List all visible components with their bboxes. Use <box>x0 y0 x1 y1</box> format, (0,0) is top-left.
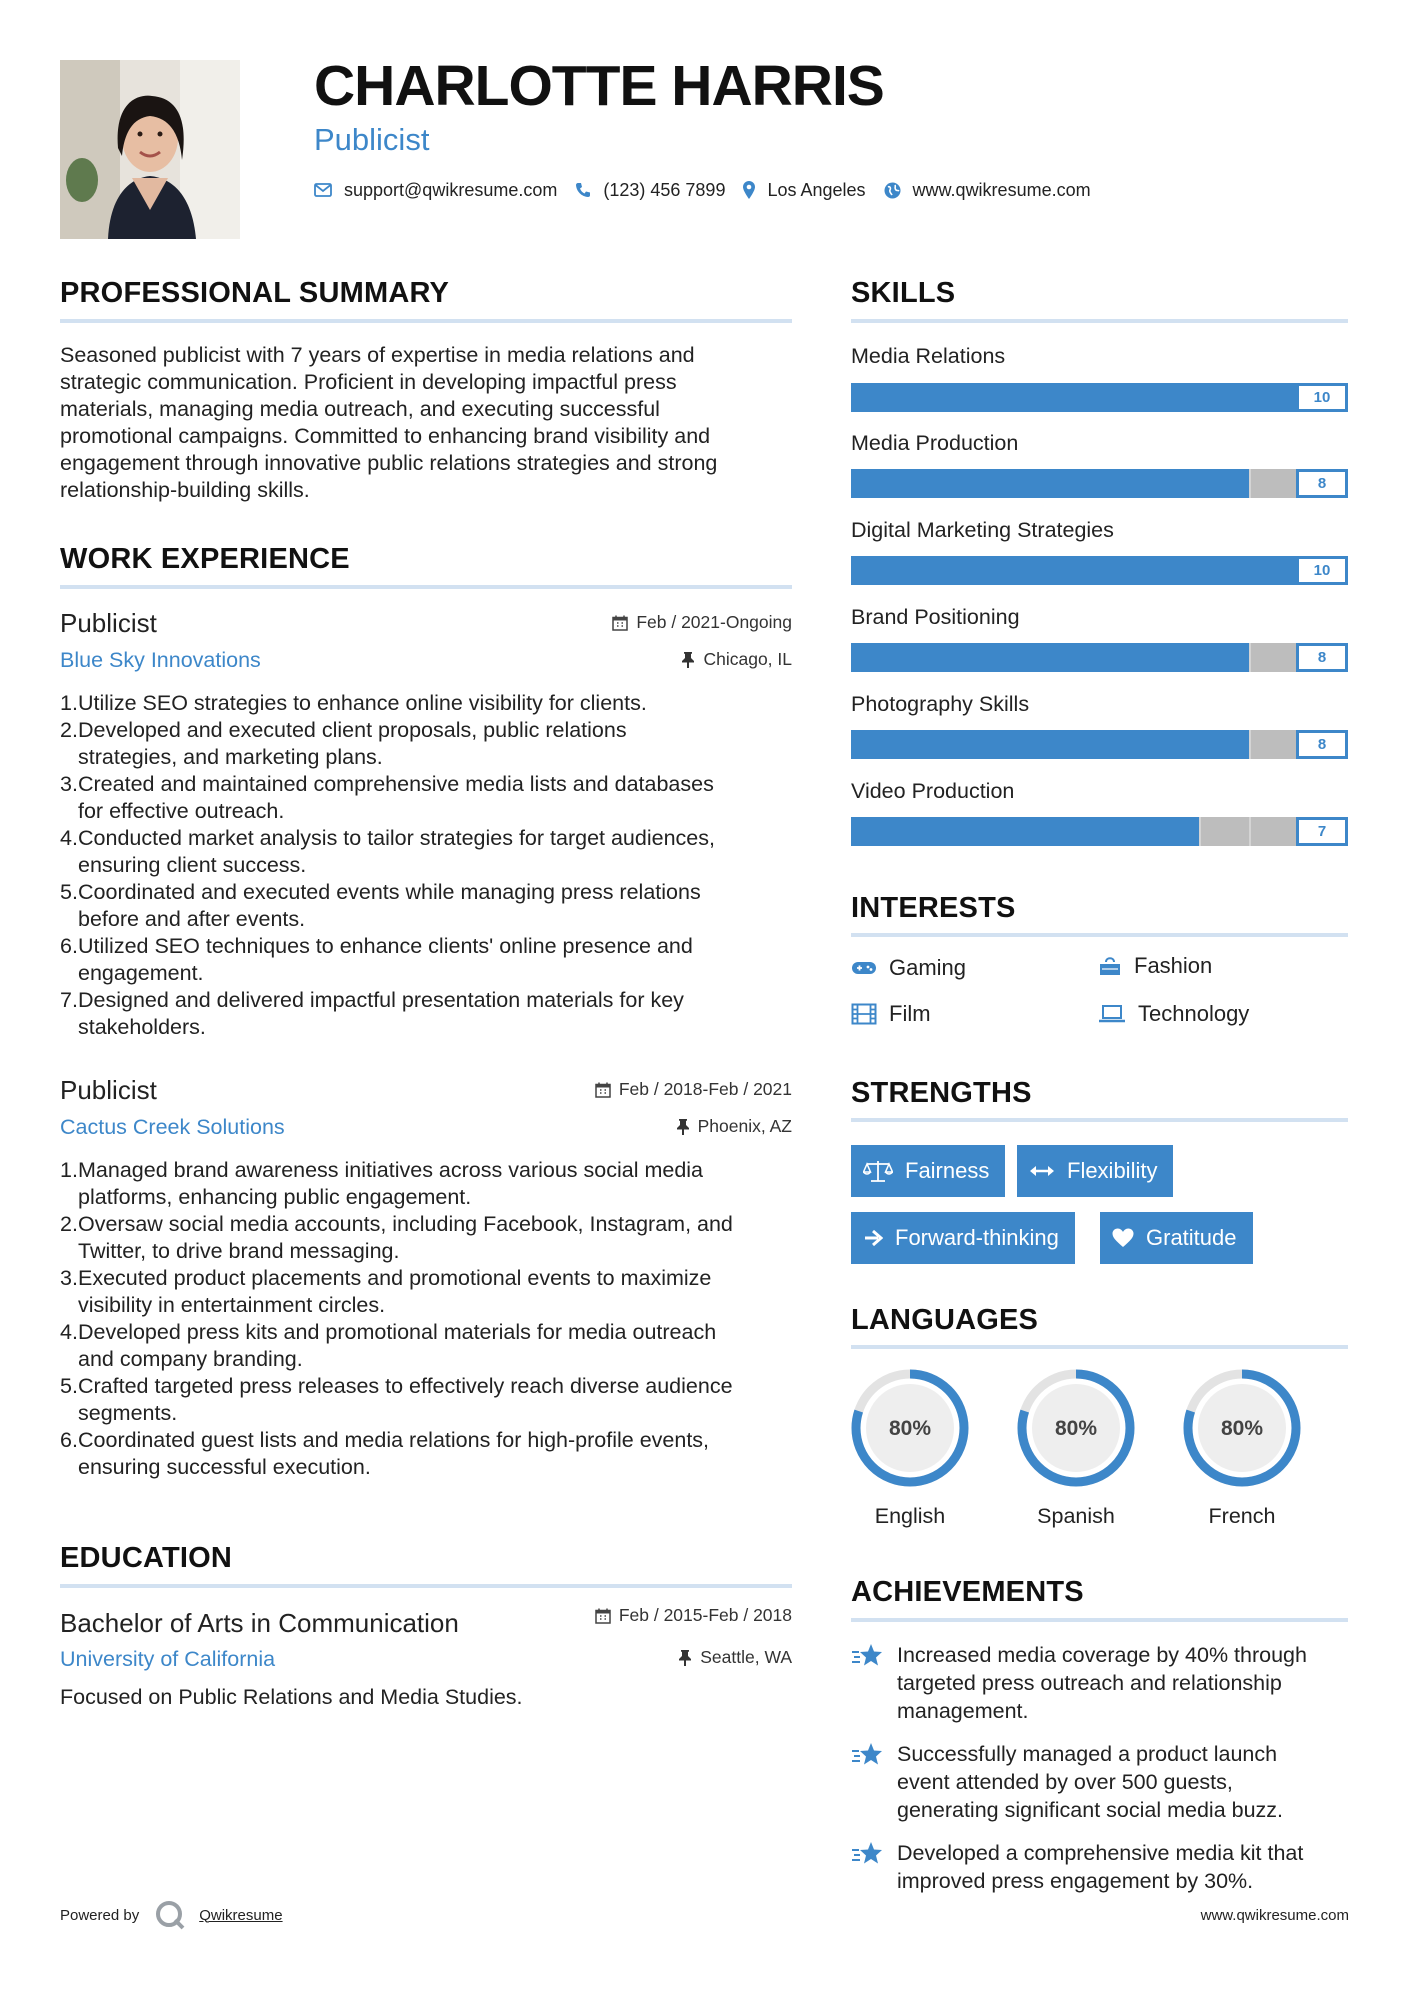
interest-film <box>851 1003 931 1025</box>
skill-label: Media Production <box>851 431 1019 455</box>
duty-line: ensuring client success. <box>78 853 307 877</box>
duty-number: 6. <box>60 934 78 958</box>
achievement-line: improved press engagement by 30%. <box>897 1869 1254 1893</box>
star-trophy-icon <box>851 1839 885 1869</box>
job-dates-row <box>60 614 792 638</box>
job-location-row <box>60 1115 792 1142</box>
contact-website[interactable] <box>884 180 1091 201</box>
duty-number: 4. <box>60 826 78 850</box>
strength-label: Flexibility <box>1067 1158 1158 1183</box>
experience-rule <box>60 585 792 589</box>
shopping-bag-icon <box>1098 954 1122 978</box>
duty-item <box>60 933 800 987</box>
skill-bar-divider <box>1249 643 1251 672</box>
job-duties-list <box>60 1157 805 1481</box>
achievement-item <box>851 1740 1351 1824</box>
gamepad-icon <box>851 960 877 976</box>
skill-value: 8 <box>1296 730 1348 759</box>
skills-heading: SKILLS <box>851 277 956 309</box>
duty-line: Utilize SEO strategies to enhance online visibility for clients. <box>78 691 647 715</box>
duty-line: Oversaw social media accounts, including Facebook, Instagram, and <box>78 1212 733 1236</box>
map-marker-icon <box>743 181 755 199</box>
duty-number: 1. <box>60 691 78 715</box>
skill-bar <box>851 556 1348 585</box>
duty-line: Created and maintained comprehensive media lists and databases <box>78 772 714 796</box>
profile-photo <box>60 60 240 239</box>
interests-rule <box>851 933 1348 937</box>
contact-phone[interactable] <box>575 180 725 201</box>
interest-fashion <box>1098 954 1212 978</box>
skill-value: 10 <box>1296 383 1348 412</box>
duty-number: 3. <box>60 772 78 796</box>
duty-item <box>60 690 800 717</box>
skill-label: Video Production <box>851 779 1015 803</box>
skill-bar-divider <box>1249 469 1251 498</box>
skill-bar-fill <box>851 383 1348 412</box>
skill-bar <box>851 817 1348 846</box>
footer-url[interactable]: www.qwikresume.com <box>1200 1907 1349 1924</box>
duty-item <box>60 1427 805 1481</box>
duty-item <box>60 987 800 1041</box>
language-item <box>1014 1366 1138 1529</box>
skill-value: 8 <box>1296 469 1348 498</box>
duty-line: stakeholders. <box>78 1015 206 1039</box>
achievement-line: generating significant social media buzz. <box>897 1798 1284 1822</box>
duty-number: 2. <box>60 1212 78 1236</box>
duty-number: 6. <box>60 1428 78 1452</box>
achievement-line: event attended by over 500 guests, <box>897 1770 1233 1794</box>
strengths-rule <box>851 1118 1348 1122</box>
duty-item <box>60 1157 805 1211</box>
pushpin-icon <box>678 1649 692 1666</box>
location-text: Los Angeles <box>767 179 866 200</box>
summary-heading: PROFESSIONAL SUMMARY <box>60 277 450 309</box>
skill-bar-fill <box>851 730 1249 759</box>
achievement-line: management. <box>897 1699 1029 1723</box>
skill-bar-fill <box>851 643 1249 672</box>
job-dates-text: Feb / 2018-Feb / 2021 <box>618 1079 792 1099</box>
strengths-heading: STRENGTHS <box>851 1077 1032 1109</box>
skill-bar <box>851 643 1348 672</box>
achievement-text <box>897 1641 1307 1725</box>
interest-label: Film <box>889 1001 931 1026</box>
duty-line: for effective outreach. <box>78 799 285 823</box>
duty-line: Utilized SEO techniques to enhance clients' online presence and <box>78 934 693 958</box>
summary-line: relationship-building skills. <box>60 478 310 502</box>
job-location-text: Phoenix, AZ <box>697 1116 792 1136</box>
language-percent: 80% <box>888 1417 932 1440</box>
laptop-icon <box>1098 1004 1126 1024</box>
duty-line: segments. <box>78 1401 178 1425</box>
skill-bar-fill <box>851 817 1199 846</box>
education-dates <box>595 1607 792 1625</box>
skill-label: Brand Positioning <box>851 605 1020 629</box>
skill-value: 10 <box>1296 556 1348 585</box>
interest-label: Fashion <box>1134 953 1213 978</box>
star-trophy-icon <box>851 1641 885 1671</box>
education-location-row <box>60 1649 792 1673</box>
duty-item <box>60 1265 805 1319</box>
envelope-icon <box>314 183 332 197</box>
languages-rule <box>851 1345 1348 1349</box>
interest-gaming <box>851 957 966 979</box>
skill-bar-fill <box>851 469 1249 498</box>
duty-line: Designed and delivered impactful presentation materials for key <box>78 988 684 1012</box>
duty-item <box>60 879 800 933</box>
job-company: Cactus Creek Solutions <box>60 1115 285 1139</box>
summary-rule <box>60 319 792 323</box>
duty-item <box>60 771 800 825</box>
duty-line: Coordinated guest lists and media relations for high-profile events, <box>78 1428 710 1452</box>
achievement-text <box>897 1740 1283 1824</box>
duty-line: Coordinated and executed events while managing press relations <box>78 880 701 904</box>
achievement-line: Developed a comprehensive media kit that <box>897 1841 1304 1865</box>
job-dates-row <box>60 1081 792 1105</box>
interest-label: Gaming <box>889 955 967 980</box>
skill-label: Media Relations <box>851 344 1006 368</box>
achievement-text <box>897 1839 1303 1895</box>
achievements-heading: ACHIEVEMENTS <box>851 1576 1084 1608</box>
arrow-right-icon <box>863 1229 883 1247</box>
qwikresume-logo-icon <box>153 1898 187 1932</box>
duty-number: 1. <box>60 1158 78 1182</box>
education-description: Focused on Public Relations and Media Studies. <box>60 1685 523 1709</box>
duty-line: Managed brand awareness initiatives across various social media <box>78 1158 704 1182</box>
calendar-icon <box>612 615 628 631</box>
skill-label: Digital Marketing Strategies <box>851 518 1114 542</box>
duty-line: Executed product placements and promotional events to maximize <box>78 1266 712 1290</box>
contact-location <box>743 180 865 201</box>
skill-bar-divider <box>1199 817 1201 846</box>
skill-value: 7 <box>1296 817 1348 846</box>
strength-forward-thinking <box>851 1212 1075 1264</box>
duty-item <box>60 1211 805 1265</box>
education-location <box>678 1649 792 1667</box>
job-location-text: Chicago, IL <box>703 649 792 669</box>
interest-technology <box>1098 1003 1249 1025</box>
achievement-line: targeted press outreach and relationship <box>897 1671 1282 1695</box>
strength-gratitude <box>1100 1212 1253 1264</box>
summary-line: materials, managing media outreach, and executing successful <box>60 397 660 421</box>
duty-number: 5. <box>60 1374 78 1398</box>
achievement-item <box>851 1641 1351 1725</box>
skills-rule <box>851 319 1348 323</box>
job-location <box>676 1118 792 1136</box>
education-rule <box>60 1584 792 1588</box>
degree-title: Bachelor of Arts in Communication <box>60 1608 459 1638</box>
skill-label: Photography Skills <box>851 692 1030 716</box>
duty-number: 3. <box>60 1266 78 1290</box>
language-percent: 80% <box>1220 1417 1264 1440</box>
job-duties-list <box>60 690 800 1041</box>
duty-line: Developed press kits and promotional materials for media outreach <box>78 1320 717 1344</box>
skill-value: 8 <box>1296 643 1348 672</box>
language-item <box>848 1366 972 1529</box>
duty-item <box>60 717 800 771</box>
duty-line: engagement. <box>78 961 204 985</box>
job-dates <box>595 1081 792 1099</box>
duty-number: 4. <box>60 1320 78 1344</box>
job-title: Publicist <box>60 608 157 638</box>
calendar-icon <box>595 1082 611 1098</box>
duty-line: and company branding. <box>78 1347 303 1371</box>
language-item <box>1180 1366 1304 1529</box>
heart-icon <box>1112 1228 1134 1248</box>
language-donut <box>848 1366 972 1490</box>
duty-line: ensuring successful execution. <box>78 1455 371 1479</box>
language-name: Spanish <box>1037 1504 1115 1528</box>
duty-item <box>60 1373 805 1427</box>
achievement-line: Successfully managed a product launch <box>897 1742 1278 1766</box>
strength-fairness <box>851 1145 1005 1197</box>
duty-line: strategies, and marketing plans. <box>78 745 383 769</box>
job-dates-text: Feb / 2021-Ongoing <box>636 612 792 632</box>
education-location-text: Seattle, WA <box>700 1647 792 1667</box>
job-company: Blue Sky Innovations <box>60 648 261 672</box>
calendar-icon <box>595 1608 611 1624</box>
languages-heading: LANGUAGES <box>851 1304 1039 1336</box>
interests-heading: INTERESTS <box>851 892 1016 924</box>
achievements-rule <box>851 1618 1348 1622</box>
strength-label: Fairness <box>905 1158 990 1183</box>
duty-number: 2. <box>60 718 78 742</box>
pushpin-icon <box>681 651 695 668</box>
job-title: Publicist <box>60 1075 157 1105</box>
pushpin-icon <box>676 1118 690 1135</box>
film-icon <box>851 1003 877 1025</box>
strength-flexibility <box>1017 1145 1173 1197</box>
summary-line: strategic communication. Proficient in developing impactful press <box>60 370 677 394</box>
achievement-line: Increased media coverage by 40% through <box>897 1643 1307 1667</box>
candidate-name: CHARLOTTE HARRIS <box>314 54 884 118</box>
duty-number: 5. <box>60 880 78 904</box>
duty-item <box>60 825 800 879</box>
language-percent: 80% <box>1054 1417 1098 1440</box>
arrows-horizontal-icon <box>1029 1164 1055 1178</box>
language-donut <box>1014 1366 1138 1490</box>
school-name: University of California <box>60 1647 276 1671</box>
duty-line: before and after events. <box>78 907 306 931</box>
contact-bar <box>314 178 1109 202</box>
globe-icon <box>884 182 901 199</box>
job-location-row <box>60 648 792 675</box>
qwikresume-link[interactable]: Qwikresume <box>199 1906 283 1924</box>
duty-line: Developed and executed client proposals, public relations <box>78 718 627 742</box>
duty-item <box>60 1319 805 1373</box>
footer-powered-by <box>60 1898 283 1932</box>
email-text: support@qwikresume.com <box>344 179 558 200</box>
interest-label: Technology <box>1138 1001 1250 1026</box>
language-name: English <box>874 1504 946 1528</box>
job-location <box>681 651 792 669</box>
skill-bar-divider <box>1249 730 1251 759</box>
duty-line: Crafted targeted press releases to effectively reach diverse audience <box>78 1374 733 1398</box>
star-trophy-icon <box>851 1740 885 1770</box>
education-dates-text: Feb / 2015-Feb / 2018 <box>618 1605 792 1625</box>
strength-label: Forward-thinking <box>895 1225 1059 1250</box>
education-dates-row <box>60 1607 792 1631</box>
education-heading: EDUCATION <box>60 1542 233 1574</box>
skill-bar-fill <box>851 556 1348 585</box>
contact-email[interactable] <box>314 180 557 201</box>
candidate-role: Publicist <box>314 122 430 157</box>
experience-heading: WORK EXPERIENCE <box>60 543 350 575</box>
skill-bar <box>851 730 1348 759</box>
language-name: French <box>1208 1504 1276 1528</box>
duty-line: Twitter, to drive brand messaging. <box>78 1239 400 1263</box>
summary-line: promotional campaigns. Committed to enhancing brand visibility and <box>60 424 711 448</box>
summary-text <box>60 342 800 504</box>
duty-line: Conducted market analysis to tailor strategies for target audiences, <box>78 826 715 850</box>
duty-line: visibility in entertainment circles. <box>78 1293 386 1317</box>
strength-label: Gratitude <box>1146 1225 1237 1250</box>
job-dates <box>612 614 792 632</box>
summary-line: Seasoned publicist with 7 years of expertise in media relations and <box>60 343 695 367</box>
achievement-item <box>851 1839 1351 1895</box>
duty-line: platforms, enhancing public engagement. <box>78 1185 472 1209</box>
skill-bar-divider <box>1249 817 1251 846</box>
duty-number: 7. <box>60 988 78 1012</box>
skill-bar <box>851 383 1348 412</box>
powered-by-label: Powered by <box>60 1906 140 1924</box>
website-text: www.qwikresume.com <box>912 179 1091 200</box>
skill-bar <box>851 469 1348 498</box>
phone-text: (123) 456 7899 <box>603 179 726 200</box>
language-donut <box>1180 1366 1304 1490</box>
summary-line: engagement through innovative public relations strategies and strong <box>60 451 718 475</box>
phone-icon <box>575 182 591 198</box>
balance-scale-icon <box>863 1159 893 1183</box>
